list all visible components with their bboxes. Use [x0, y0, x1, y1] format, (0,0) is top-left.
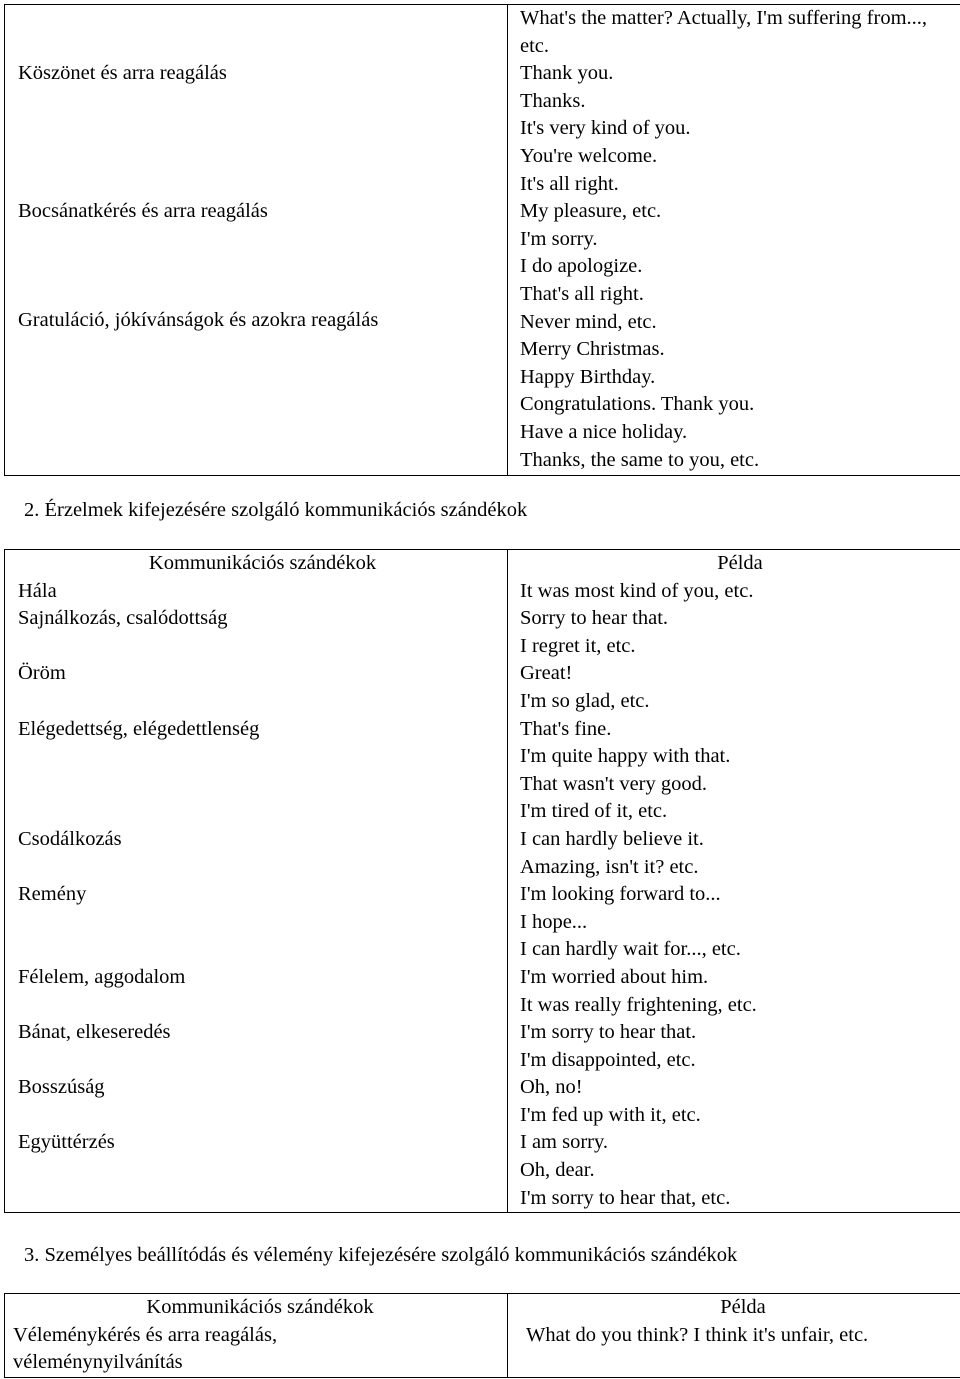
- example-text: I hope...: [520, 910, 588, 933]
- example-text: I'm sorry to hear that, etc.: [520, 1186, 731, 1209]
- example-text: You're welcome.: [520, 144, 658, 167]
- example-text: Congratulations. Thank you.: [520, 393, 755, 416]
- label-cell: [5, 1294, 508, 1378]
- example-text: I can hardly believe it.: [520, 827, 704, 850]
- example-text: I'm worried about him.: [520, 965, 709, 988]
- section-title: 2. Érzelmek kifejezésére szolgáló kommunikációs szándékok: [24, 499, 528, 521]
- example-text: Never mind, etc.: [520, 310, 657, 333]
- example-text: I'm sorry.: [520, 227, 598, 250]
- row-label: Bánat, elkeseredés: [18, 1021, 171, 1044]
- row-label: Véleménykérés és arra reagálás, véleménynyilvánítás: [13, 1323, 278, 1374]
- example-cell: [508, 5, 960, 476]
- example-text: I regret it, etc.: [520, 634, 636, 657]
- example-text: I am sorry.: [520, 1131, 609, 1154]
- row-label: Félelem, aggodalom: [18, 965, 186, 988]
- label-cell: [5, 550, 508, 1213]
- table-row: [5, 1294, 960, 1378]
- column-header: Példa: [720, 1296, 766, 1318]
- example-text: It's very kind of you.: [520, 117, 691, 140]
- example-text: That's fine.: [520, 717, 612, 740]
- example-cell: [508, 1294, 960, 1378]
- example-text: Thanks.: [520, 89, 586, 112]
- example-text: It was most kind of you, etc.: [520, 579, 754, 602]
- row-label: Csodálkozás: [18, 827, 122, 850]
- example-text: It was really frightening, etc.: [520, 993, 757, 1016]
- example-text: I'm so glad, etc.: [520, 689, 650, 712]
- example-text: What's the matter? Actually, I'm suffering from..., etc.: [520, 7, 928, 57]
- column-header: Példa: [717, 552, 763, 574]
- example-text: What do you think? I think it's unfair, etc.: [526, 1323, 869, 1346]
- example-text: It's all right.: [520, 172, 619, 195]
- example-text: Happy Birthday.: [520, 365, 656, 388]
- row-label: Gratuláció, jókívánságok és azokra reagálás: [18, 309, 379, 332]
- example-text: Merry Christmas.: [520, 338, 665, 361]
- example-cell: [508, 550, 960, 1213]
- table-continued: [4, 4, 960, 476]
- example-text: Oh, dear.: [520, 1159, 595, 1182]
- example-text: Thank you.: [520, 62, 614, 85]
- label-cell: [5, 5, 508, 476]
- example-text: That's all right.: [520, 282, 644, 305]
- row-label: Hála: [18, 579, 57, 602]
- example-text: Have a nice holiday.: [520, 420, 688, 443]
- row-label: Sajnálkozás, csalódottság: [18, 607, 228, 630]
- example-text: I'm fed up with it, etc.: [520, 1103, 701, 1126]
- column-header: Kommunikációs szándékok: [146, 1296, 374, 1318]
- row-label: Remény: [18, 883, 87, 906]
- row-label: Öröm: [18, 662, 66, 685]
- row-label: Elégedettség, elégedettlenség: [18, 717, 260, 740]
- example-text: Amazing, isn't it? etc.: [520, 855, 699, 878]
- example-text: I'm sorry to hear that.: [520, 1021, 697, 1044]
- table-emotions: [4, 549, 960, 1213]
- example-text: I'm quite happy with that.: [520, 745, 731, 768]
- example-text: My pleasure, etc.: [520, 200, 662, 223]
- row-label: Bocsánatkérés és arra reagálás: [18, 199, 268, 222]
- table-row: [5, 550, 960, 1213]
- example-text: That wasn't very good.: [520, 772, 708, 795]
- table-opinion: [4, 1293, 960, 1378]
- example-text: Thanks, the same to you, etc.: [520, 448, 760, 471]
- example-text: I'm disappointed, etc.: [520, 1048, 696, 1071]
- section-title: 3. Személyes beállítódás és vélemény kifejezésére szolgáló kommunikációs szándékok: [24, 1244, 738, 1266]
- example-text: Oh, no!: [520, 1076, 583, 1099]
- example-text: I can hardly wait for..., etc.: [520, 938, 741, 961]
- row-label: Együttérzés: [18, 1131, 115, 1154]
- example-text: Great!: [520, 662, 573, 685]
- example-text: I'm looking forward to...: [520, 883, 721, 906]
- row-label: Köszönet és arra reagálás: [18, 62, 227, 84]
- row-label: Bosszúság: [18, 1076, 105, 1099]
- example-text: I'm tired of it, etc.: [520, 800, 668, 823]
- table-row: [5, 5, 960, 476]
- example-text: I do apologize.: [520, 255, 643, 278]
- example-text: Sorry to hear that.: [520, 607, 669, 630]
- column-header: Kommunikációs szándékok: [148, 552, 377, 574]
